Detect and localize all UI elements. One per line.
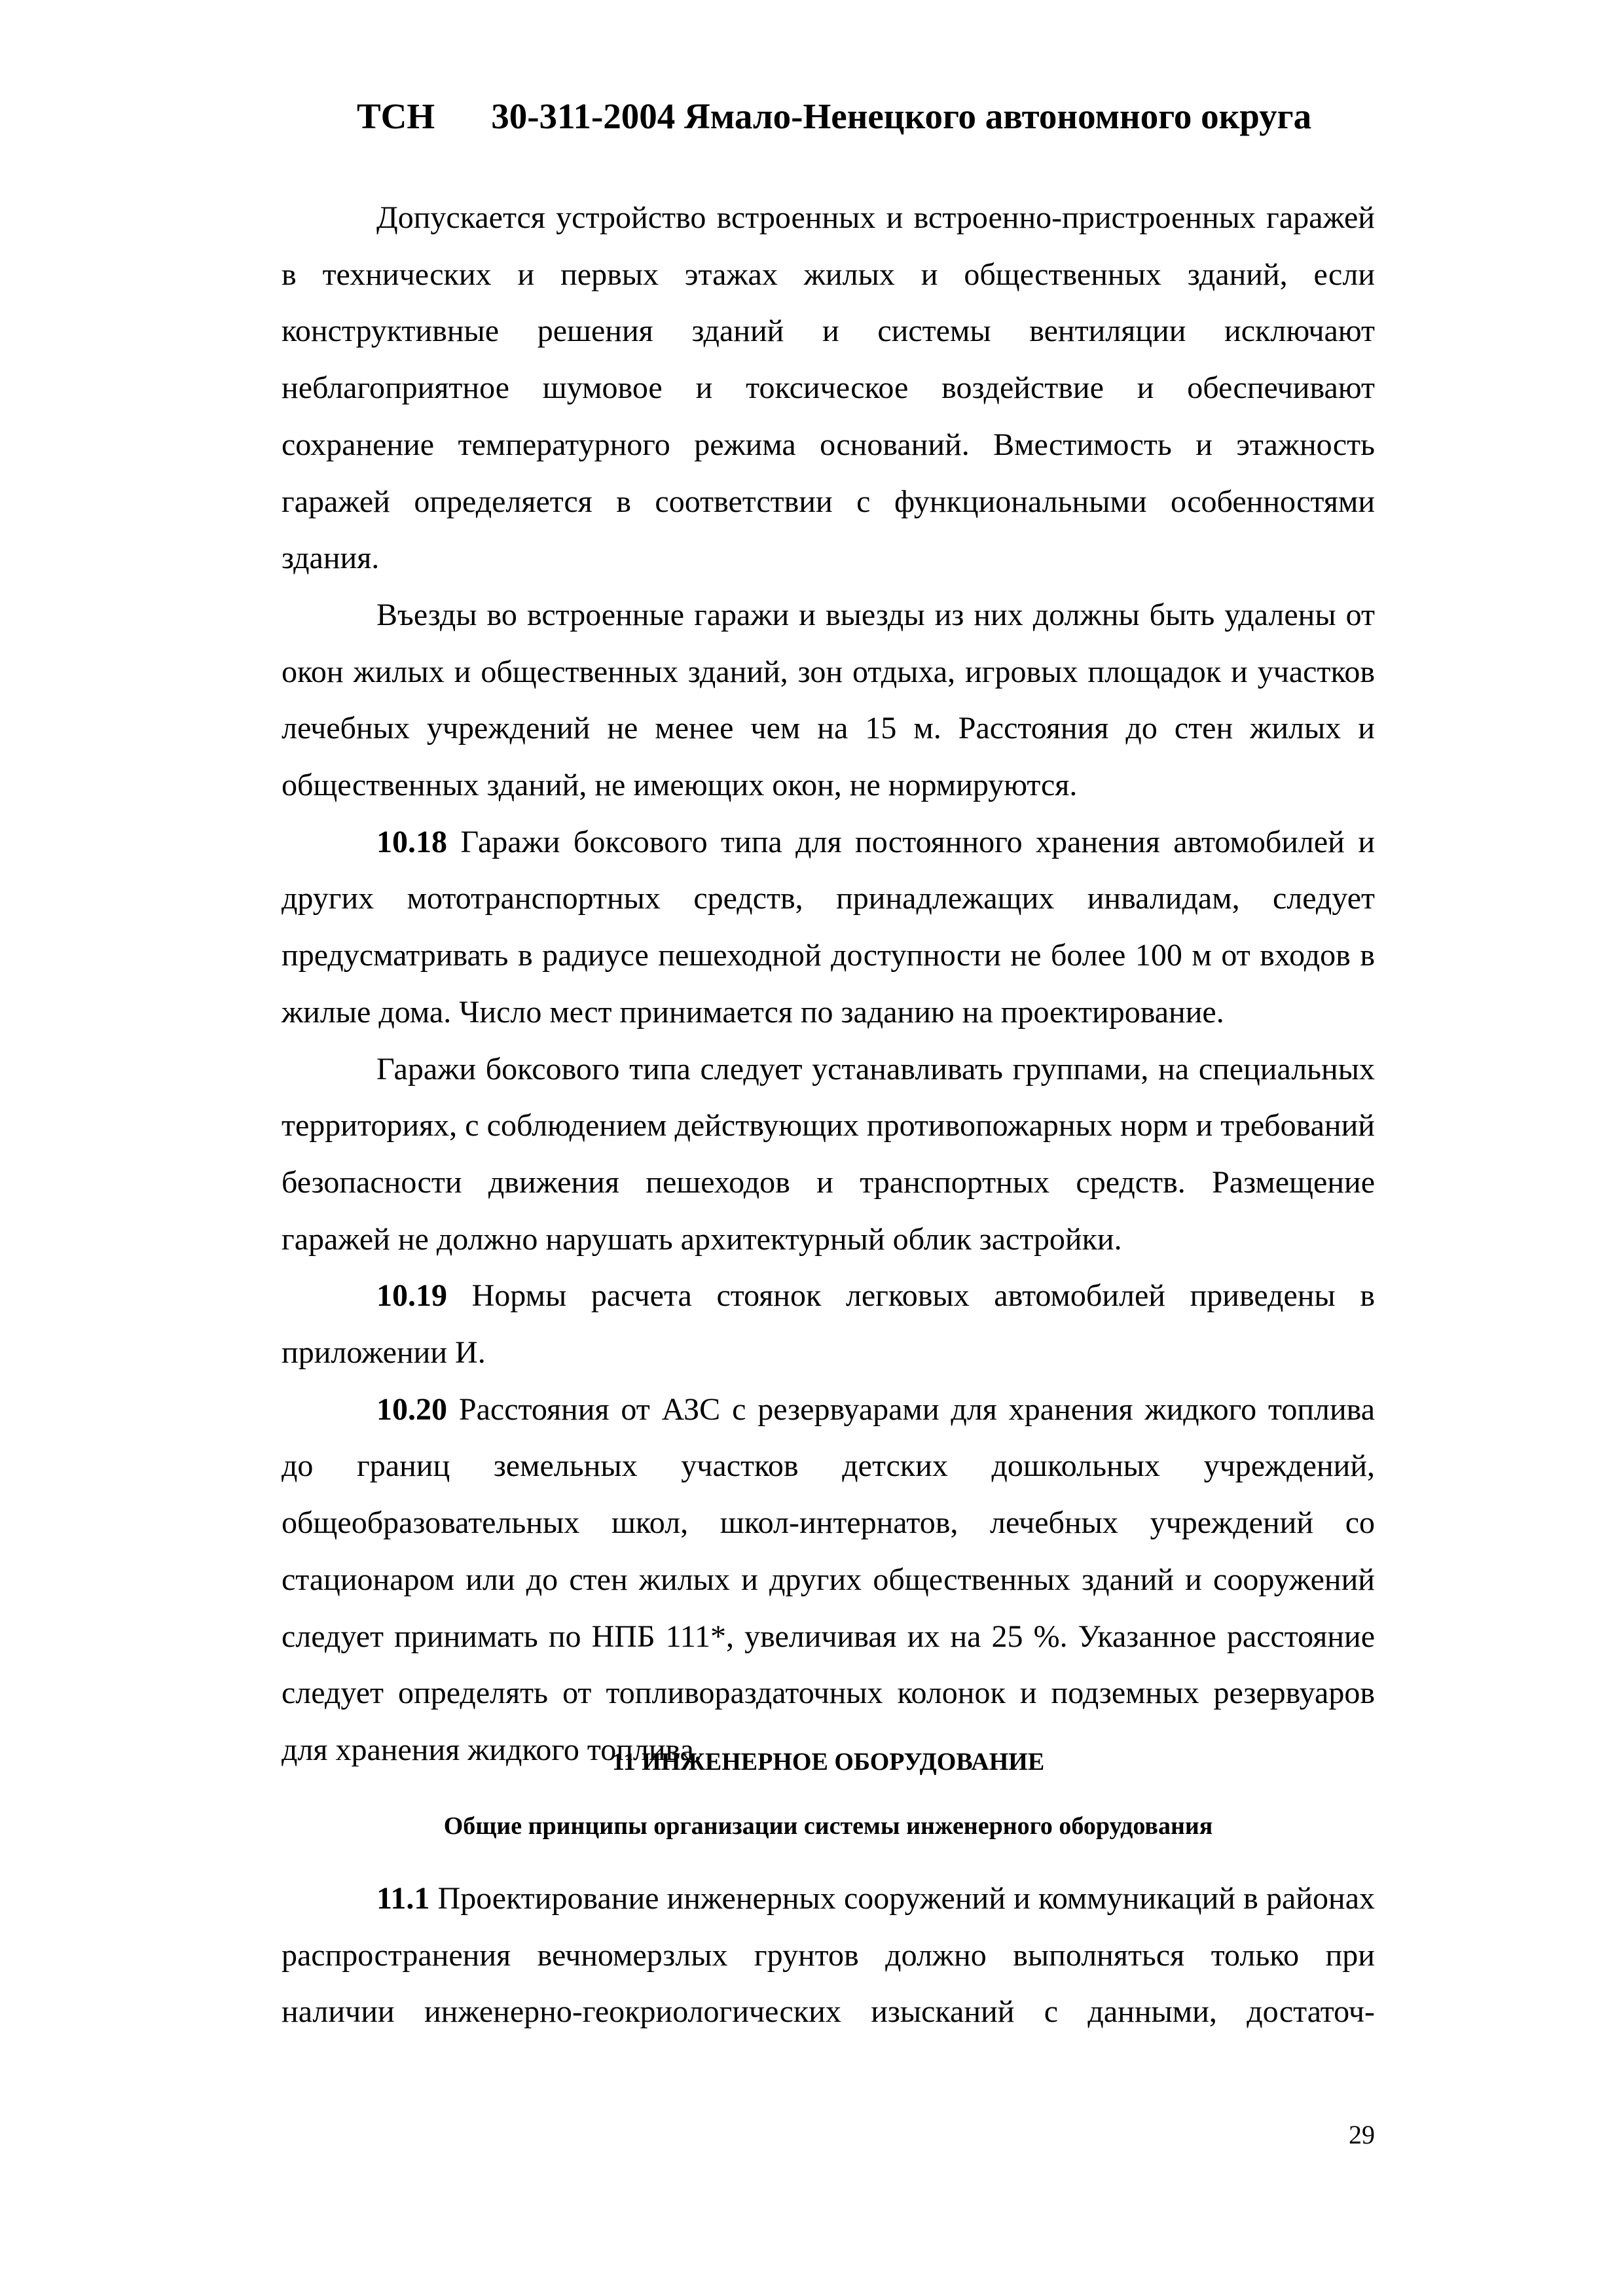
paragraph xyxy=(282,1871,1375,2041)
paragraph-text: Проектирование инженерных сооружений и коммуникаций в районах распространения вечномерзлых грунтов должно выполняться только при наличии инженерно-геокриологических изысканий с данными, достаточ- xyxy=(282,1881,1375,2030)
clause-number: 10.19 xyxy=(376,1278,447,1314)
paragraph-text: Въезды во встроенные гаражи и выезды из них должны быть удалены от окон жилых и общественных зданий, зон отдыха, игровых площадок и участков лечебных учреждений не менее чем на 15 м. Расстояния до стен жилых и общественных зданий, не имеющих окон, не нормируются. xyxy=(282,597,1375,803)
paragraph xyxy=(282,587,1375,814)
paragraph xyxy=(282,190,1375,587)
standard-code: ТСН xyxy=(357,96,435,136)
paragraph-text: Нормы расчета стоянок легковых автомобилей приведены в приложении И. xyxy=(282,1278,1375,1371)
paragraph-text: Допускается устройство встроенных и встроенно-пристроенных гаражей в технических и первых этажах жилых и общественных зданий, если конструктивные решения зданий и системы вентиляции исключают неблагоприятное шумовое и токсическое воздействие и обеспечивают сохранение температурного режима оснований. Вместимость и этажность гаражей определяется в соответствии с функциональными особенностями здания. xyxy=(282,200,1375,576)
paragraph xyxy=(282,1382,1375,1779)
standard-title: 30-311-2004 Ямало-Ненецкого автономного округа xyxy=(491,96,1312,136)
clause-number: 10.20 xyxy=(376,1391,447,1427)
page-number: 29 xyxy=(1349,2120,1375,2149)
paragraph xyxy=(282,1268,1375,1381)
clause-number: 10.18 xyxy=(376,824,447,859)
paragraph-text: Расстояния от АЗС с резервуарами для хранения жидкого топлива до границ земельных участков детских дошкольных учреждений, общеобразовательных школ, школ-интернатов, лечебных учреждений со стационаром или до стен жилых и других общественных зданий и сооружений следует принимать по НПБ 111*, увеличивая их на 25 %. Указанное расстояние следует определять от топливораздаточных колонок и подземных резервуаров для хранения жидкого топлива. xyxy=(282,1391,1375,1767)
body-text xyxy=(282,190,1375,1779)
section-body xyxy=(282,1871,1375,2041)
section-subheading: Общие принципы организации системы инженерного оборудования xyxy=(443,1812,1213,1840)
section-heading: 11 ИНЖЕНЕРНОЕ ОБОРУДОВАНИЕ xyxy=(611,1748,1045,1776)
paragraph-text: Гаражи боксового типа следует устанавливать группами, на специальных территориях, с соблюдением действующих противопожарных норм и требований безопасности движения пешеходов и транспортных средств. Размещение гаражей не должно нарушать архитектурный облик застройки. xyxy=(282,1051,1375,1257)
paragraph xyxy=(282,814,1375,1041)
paragraph xyxy=(282,1041,1375,1268)
clause-number: 11.1 xyxy=(376,1881,430,1916)
paragraph-text: Гаражи боксового типа для постоянного хранения автомобилей и других мототранспортных средств, принадлежащих инвалидам, следует предусматривать в радиусе пешеходной доступности не более 100 м от входов в жилые дома. Число мест принимается по заданию на проектирование. xyxy=(282,824,1375,1030)
page-header xyxy=(357,97,1375,137)
